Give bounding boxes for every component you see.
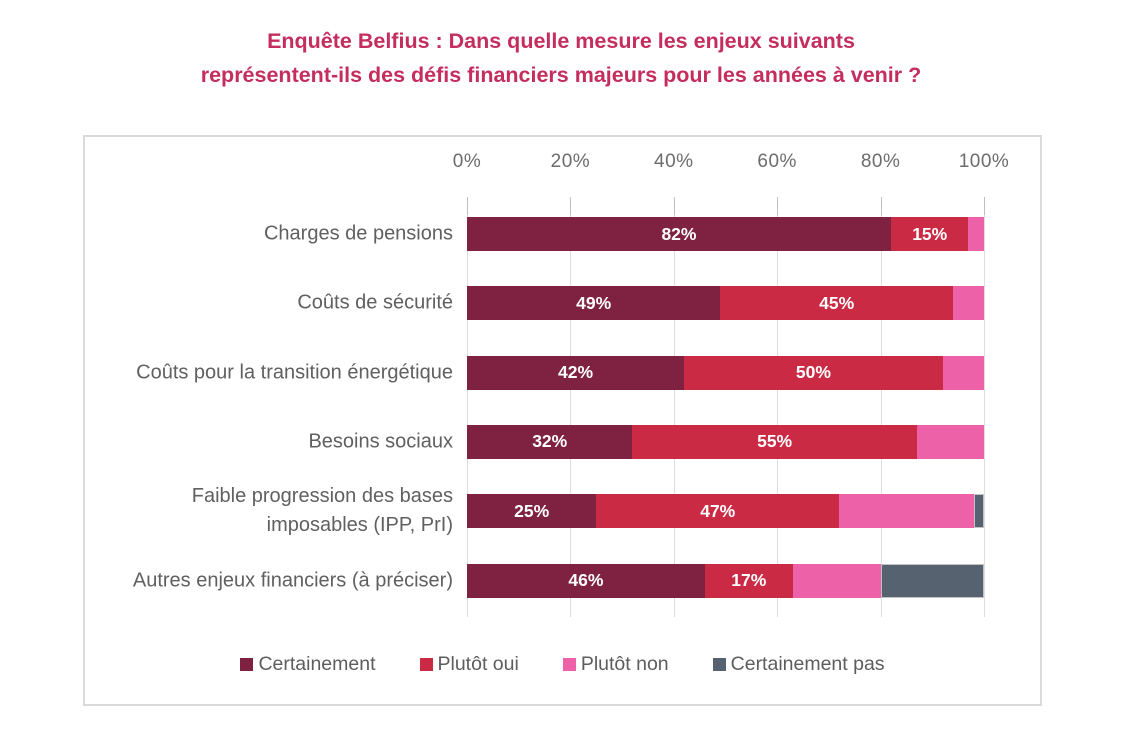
bar-value-label: 15%	[912, 223, 948, 244]
x-axis-tick-label: 100%	[958, 151, 1010, 172]
bar-value-label: 50%	[795, 362, 831, 383]
bar-segment	[596, 494, 839, 528]
legend-label: Plutôt non	[580, 653, 669, 675]
axis-tick	[674, 197, 675, 215]
legend-item	[713, 653, 885, 676]
legend-swatch	[563, 658, 576, 671]
bar-segment	[720, 286, 953, 320]
legend-item	[563, 653, 669, 676]
bar-segment	[891, 217, 969, 251]
bar-row	[467, 425, 984, 459]
bar-segment	[467, 494, 596, 528]
x-axis-tick-label: 20%	[550, 151, 591, 172]
bar-segment	[953, 286, 984, 320]
bar-row	[467, 217, 984, 251]
bar-segment	[467, 217, 891, 251]
bar-value-label: 25%	[514, 500, 550, 521]
bar-value-label: 47%	[700, 500, 736, 521]
x-axis-tick-label: 0%	[452, 151, 482, 172]
axis-tick	[467, 197, 468, 215]
legend-item	[240, 653, 375, 676]
category-label: Charges de pensions	[263, 222, 453, 245]
bar-value-label: 49%	[576, 292, 612, 313]
bar-segment	[881, 564, 984, 598]
bar-value-label: 45%	[819, 292, 855, 313]
gridline	[570, 197, 571, 617]
bar-segment	[467, 425, 632, 459]
bar-value-label: 32%	[532, 431, 568, 452]
chart-panel	[83, 135, 1042, 706]
gridline	[777, 197, 778, 617]
bar-value-label: 55%	[757, 431, 793, 452]
category-label: Autres enjeux financiers (à préciser)	[132, 569, 453, 591]
gridline	[467, 197, 468, 617]
legend-swatch	[713, 658, 726, 671]
legend-swatch	[240, 658, 253, 671]
bar-value-label: 17%	[731, 570, 767, 590]
bar-value-label: 46%	[568, 570, 604, 590]
chart-title-line2: représentent-ils des défis financiers majeurs pour les années à venir ?	[200, 63, 922, 87]
bar-segment	[467, 356, 684, 390]
bar-segment	[968, 217, 984, 251]
legend-swatch	[420, 658, 433, 671]
gridline	[881, 197, 882, 617]
category-label: Coûts pour la transition énergétique	[136, 361, 453, 384]
legend-label: Certainement pas	[730, 653, 885, 675]
bar-segment	[705, 564, 793, 598]
bar-segment	[839, 494, 973, 528]
bar-row	[467, 286, 984, 320]
bar-segment	[974, 494, 984, 528]
bar-segment	[684, 356, 943, 390]
bar-segment	[467, 564, 705, 598]
legend	[85, 653, 1040, 676]
axis-tick	[570, 197, 571, 215]
bar-segment	[632, 425, 916, 459]
bar-segment	[917, 425, 984, 459]
axis-tick	[777, 197, 778, 215]
bar-value-label: 42%	[558, 362, 594, 383]
bar-segment	[943, 356, 984, 390]
bar-value-label: 82%	[661, 223, 697, 244]
bar-row	[467, 356, 984, 390]
axis-tick	[984, 197, 985, 215]
gridline	[984, 197, 985, 617]
category-label: Faible progression des bases imposables (IPP, PrI)	[191, 485, 453, 537]
x-axis-tick-label: 40%	[654, 151, 694, 172]
chart-title	[0, 24, 1122, 92]
bar-row	[467, 564, 984, 598]
axis-tick	[881, 197, 882, 215]
category-label: Besoins sociaux	[308, 430, 453, 453]
category-label: Coûts de sécurité	[297, 291, 453, 314]
legend-label: Certainement	[258, 653, 376, 675]
legend-item	[420, 653, 519, 676]
bar-row	[467, 494, 984, 528]
chart-title-line1: Enquête Belfius : Dans quelle mesure les enjeux suivants	[267, 29, 855, 53]
gridline	[674, 197, 675, 617]
bar-segment	[793, 564, 881, 598]
x-axis-tick-label: 60%	[757, 151, 797, 172]
x-axis-tick-label: 80%	[860, 151, 901, 172]
legend-label: Plutôt oui	[437, 653, 519, 675]
bar-segment	[467, 286, 720, 320]
